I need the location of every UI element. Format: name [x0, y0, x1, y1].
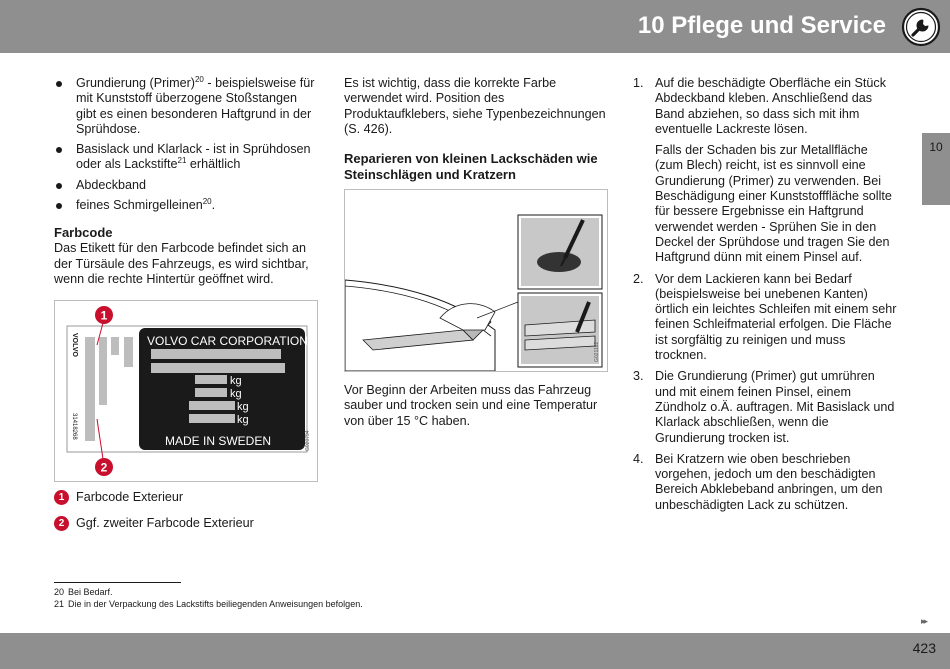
- page-number: 423: [912, 640, 936, 656]
- callout-1: 1: [100, 308, 108, 323]
- kg-label: kg: [230, 388, 242, 401]
- label-title: VOLVO CAR CORPORATION: [147, 334, 308, 349]
- kg-label: kg: [230, 375, 242, 388]
- made-in-text: MADE IN SWEDEN: [165, 434, 272, 449]
- list-item: 3. Die Grundierung (Primer) gut umrühren und mit einem feinen Pinsel, einem Zündholz o.Ä. auftragen. Mit Basislack und Klarlack abschließen, wenn die Grundierung trocken ist.: [633, 369, 895, 445]
- section-heading-farbcode: Farbcode: [54, 225, 113, 241]
- side-brand-text: VOLVO: [71, 333, 78, 358]
- intro-paragraph: Es ist wichtig, dass die korrekte Farbe verwendet wird. Position des Produktaufklebers, siehe Typenbezeichnungen (S. 426).: [344, 76, 606, 136]
- list-item: Grundierung (Primer)$^{20}$ - beispielsweise für mit Kunststoff überzogene Stoßstangen gibt es einen besonderen Haftgrund in der Sprühdose.: [54, 76, 316, 137]
- kg-label: kg: [237, 401, 249, 414]
- column-left: [54, 76, 316, 542]
- callout-2: 2: [100, 460, 108, 475]
- list-item: 2. Vor dem Lackieren kann bei Bedarf (beispielsweise bei unebenen Kanten) örtlich ein leichtes Schleifen mit einem sehr feinen Schleifmaterial erfolgen. Die Fläche ist sorgfältig zu reinigen und muss trocknen.: [633, 271, 897, 363]
- side-number-text: 31418268: [71, 413, 77, 440]
- list-item: 4. Bei Kratzern wie oben beschrieben vorgehen, jedoch um den beschädigten Bereich Abklebeband anbringen, um den unbeschädigten Lack zu schützen.: [633, 451, 883, 512]
- column-right: [633, 76, 897, 519]
- column-middle: [344, 76, 608, 429]
- farbcode-paragraph: Das Etikett für den Farbcode befindet sich an der Türsäule des Fahrzeugs, es wird sichtbar, wenn die rechte Hintertür geöffnet wird.: [54, 241, 309, 286]
- repair-steps: [633, 76, 897, 513]
- footnote-divider: [54, 582, 181, 583]
- footnote-item: 20 Bei Bedarf.: [54, 587, 113, 597]
- list-item: feines Schmirgelleinen$^{20}$.: [54, 198, 316, 213]
- materials-list: [54, 76, 316, 213]
- color-code-label-figure: [54, 300, 318, 482]
- figure-legend: [54, 490, 316, 542]
- wrench-icon: [900, 6, 942, 48]
- section-heading-repair: Reparieren von kleinen Lackschäden wie Steinschlägen und Kratzern: [344, 151, 598, 183]
- list-item: Abdeckband: [54, 178, 316, 193]
- figure-code: G021182: [594, 341, 600, 363]
- figure-code: G020794: [305, 430, 311, 452]
- paint-repair-figure: [344, 189, 608, 372]
- legend-item: 1 Farbcode Exterieur: [54, 490, 316, 516]
- footnote-item: 21 Die in der Verpackung des Lackstifts beiliegenden Anweisungen befolgen.: [54, 598, 363, 609]
- kg-label: kg: [237, 414, 249, 427]
- footer-bar: [0, 633, 950, 669]
- list-item: 1. Auf die beschädigte Oberfläche ein Stück Abdeckband kleben. Anschließend das Band abziehen, so dass sich mit ihm eventuelle Lackreste lösen. Falls der Schaden bis zur Metallfläche (zum Blech) reicht, ist es sinnvoll eine Grundierung (Primer) zu verwenden. Bei Beschädigung einer Kunststofffläche sollte für bessere Ergebnisse ein Haftgrund verwendet werden - Sprühen Sie in den Deckel der Sprühdose und tragen Sie den Haftgrund dünn mit einem Pinsel auf.: [633, 76, 892, 265]
- chapter-title: 10 Pflege und Service: [637, 12, 886, 39]
- chapter-side-tab-label: 10: [929, 140, 943, 154]
- next-page-arrows-icon[interactable]: ▸▸: [921, 616, 927, 626]
- legend-item: 2 Ggf. zweiter Farbcode Exterieur: [54, 516, 316, 542]
- list-item: Basislack und Klarlack - ist in Sprühdosen oder als Lackstifte$^{21}$ erhältlich: [54, 142, 316, 173]
- preparation-paragraph: Vor Beginn der Arbeiten muss das Fahrzeug sauber und trocken sein und eine Temperatur von über 15 °C haben.: [344, 383, 598, 428]
- footnotes: [54, 587, 363, 610]
